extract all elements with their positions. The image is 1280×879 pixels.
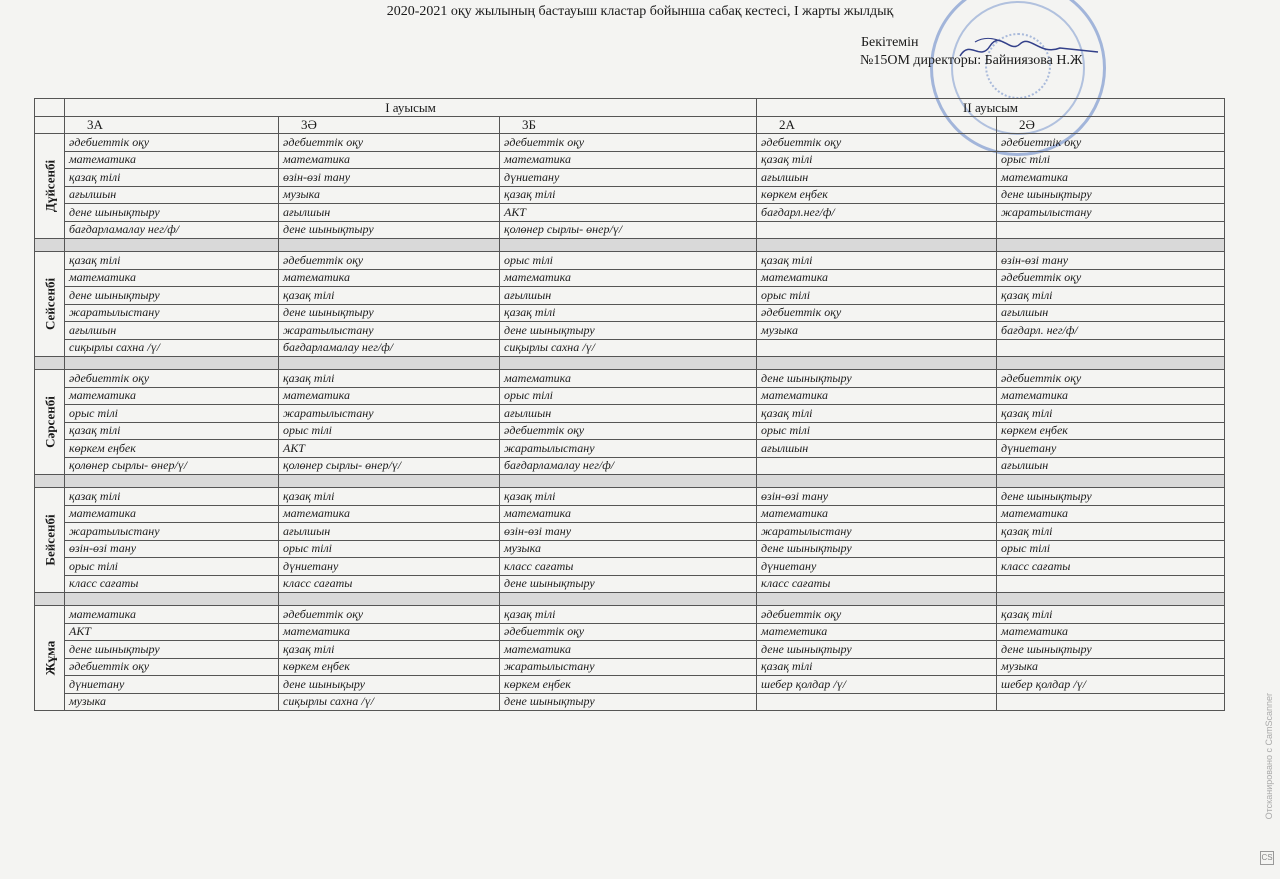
lesson-cell: дене шынықтыру <box>500 322 757 340</box>
separator-cell <box>65 239 279 252</box>
class-name: 3Б <box>500 116 757 134</box>
separator-cell <box>65 593 279 606</box>
lesson-cell: математика <box>279 387 500 405</box>
lesson-cell: орыс тілі <box>279 540 500 558</box>
separator-cell <box>757 357 997 370</box>
separator-cell <box>279 475 500 488</box>
lesson-cell: көркем еңбек <box>500 676 757 694</box>
lesson-cell: өзін-өзі тану <box>65 540 279 558</box>
separator-cell <box>35 357 65 370</box>
lesson-cell: математика <box>997 505 1225 523</box>
lesson-cell: қазақ тілі <box>279 488 500 506</box>
separator-cell <box>500 357 757 370</box>
lesson-cell: қазақ тілі <box>997 287 1225 305</box>
lesson-cell: әдебиеттік оқу <box>997 134 1225 152</box>
lesson-cell: қазақ тілі <box>757 405 997 423</box>
lesson-cell: әдебиеттік оқу <box>65 658 279 676</box>
lesson-cell: ағылшын <box>500 405 757 423</box>
lesson-cell: сиқырлы сахна /ү/ <box>65 339 279 357</box>
lesson-cell: музыка <box>500 540 757 558</box>
lesson-cell: шебер қолдар /ү/ <box>757 676 997 694</box>
separator-cell <box>997 475 1225 488</box>
day-name: Жұма <box>42 640 57 676</box>
lesson-cell: қазақ тілі <box>757 658 997 676</box>
lesson-cell: музыка <box>997 658 1225 676</box>
lesson-row <box>35 523 1225 541</box>
shift-2: ІІ ауысым <box>757 99 1225 117</box>
lesson-cell: қазақ тілі <box>997 405 1225 423</box>
class-name: 3Ә <box>279 116 500 134</box>
lesson-cell: өзін-өзі тану <box>997 252 1225 270</box>
lesson-cell: математика <box>500 505 757 523</box>
lesson-row <box>35 440 1225 458</box>
lesson-cell: дене шынықтыру <box>997 488 1225 506</box>
day-label <box>35 606 65 711</box>
lesson-cell: орыс тілі <box>997 151 1225 169</box>
lesson-row <box>35 134 1225 152</box>
lesson-cell: дүниетану <box>500 169 757 187</box>
lesson-cell: дүниетану <box>757 558 997 576</box>
lesson-cell: жаратылыстану <box>500 440 757 458</box>
lesson-cell: АКТ <box>500 204 757 222</box>
separator-cell <box>997 357 1225 370</box>
lesson-row <box>35 575 1225 593</box>
lesson-cell: дене шынықтыру <box>279 221 500 239</box>
lesson-row <box>35 169 1225 187</box>
lesson-cell: әдебиеттік оқу <box>500 623 757 641</box>
lesson-cell: математика <box>500 370 757 388</box>
lesson-cell: математика <box>500 641 757 659</box>
lesson-row <box>35 204 1225 222</box>
lesson-cell <box>757 221 997 239</box>
day-label <box>35 488 65 593</box>
lesson-cell: дене шынықтыру <box>500 575 757 593</box>
lesson-cell: көркем еңбек <box>279 658 500 676</box>
lesson-cell: әдебиеттік оқу <box>757 304 997 322</box>
lesson-cell: ағылшын <box>997 304 1225 322</box>
lesson-cell: қазақ тілі <box>500 606 757 624</box>
lesson-cell: ағылшын <box>757 169 997 187</box>
approve-label: Бекітемін <box>861 35 919 50</box>
lesson-cell: дене шынықтыру <box>757 370 997 388</box>
lesson-row <box>35 676 1225 694</box>
lesson-cell: жаратылыстану <box>279 405 500 423</box>
lesson-cell: математика <box>65 151 279 169</box>
lesson-cell: сиқырлы сахна /ү/ <box>279 693 500 711</box>
lesson-cell: бағдарламалау нег/ф/ <box>279 339 500 357</box>
lesson-cell: өзін-өзі тану <box>279 169 500 187</box>
lesson-cell: әдебиеттік оқу <box>997 269 1225 287</box>
lesson-cell <box>757 339 997 357</box>
class-name: 3А <box>65 116 279 134</box>
lesson-cell: математика <box>279 623 500 641</box>
day-name: Дүйсенбі <box>42 159 57 213</box>
lesson-cell: қазақ тілі <box>500 304 757 322</box>
lesson-cell: орыс тілі <box>65 558 279 576</box>
lesson-cell: дене шынықтыру <box>500 693 757 711</box>
lesson-cell: жаратылыстану <box>500 658 757 676</box>
lesson-cell: орыс тілі <box>65 405 279 423</box>
lesson-row <box>35 387 1225 405</box>
lesson-cell: өзін-өзі тану <box>500 523 757 541</box>
lesson-cell: класс сағаты <box>279 575 500 593</box>
lesson-cell: әдебиеттік оқу <box>279 606 500 624</box>
separator-cell <box>65 475 279 488</box>
page-title: 2020-2021 оқу жылының бастауыш кластар бойынша сабақ кестесі, І жарты жылдық <box>386 4 894 19</box>
lesson-cell: математика <box>757 505 997 523</box>
lesson-row <box>35 186 1225 204</box>
shift-header-row <box>35 99 1225 117</box>
separator-cell <box>279 239 500 252</box>
lesson-cell: ағылшын <box>997 457 1225 475</box>
lesson-cell: қазақ тілі <box>65 252 279 270</box>
lesson-cell: матеметика <box>757 623 997 641</box>
lesson-cell: жаратылыстану <box>65 304 279 322</box>
lesson-cell: бағдарл.нег/ф/ <box>757 204 997 222</box>
separator-cell <box>65 357 279 370</box>
lesson-cell: математика <box>65 505 279 523</box>
shift-1: І ауысым <box>65 99 757 117</box>
lesson-cell: қазақ тілі <box>757 151 997 169</box>
day-label <box>35 252 65 357</box>
lesson-cell: дене шынықтыру <box>65 204 279 222</box>
lesson-cell: көркем еңбек <box>65 440 279 458</box>
lesson-cell: математика <box>65 606 279 624</box>
header-corner <box>35 99 65 117</box>
lesson-row <box>35 693 1225 711</box>
lesson-row <box>35 151 1225 169</box>
lesson-cell: қазақ тілі <box>997 523 1225 541</box>
lesson-row <box>35 322 1225 340</box>
lesson-cell: қазақ тілі <box>500 186 757 204</box>
director-signature <box>950 34 1100 64</box>
lesson-cell: жаратылыстану <box>997 204 1225 222</box>
separator-cell <box>279 357 500 370</box>
lesson-cell: дене шынықтыру <box>65 641 279 659</box>
lesson-cell: әдебиеттік оқу <box>997 370 1225 388</box>
lesson-cell: көркем еңбек <box>757 186 997 204</box>
lesson-cell: әдебиеттік оқу <box>65 134 279 152</box>
lesson-cell: қазақ тілі <box>500 488 757 506</box>
lesson-cell: ағылшын <box>500 287 757 305</box>
separator-cell <box>279 593 500 606</box>
lesson-row <box>35 405 1225 423</box>
lesson-row <box>35 488 1225 506</box>
lesson-cell: қазақ тілі <box>279 287 500 305</box>
lesson-cell: дене шынықтыру <box>997 641 1225 659</box>
day-separator <box>35 239 1225 252</box>
lesson-cell: ағылшын <box>65 322 279 340</box>
lesson-cell <box>997 221 1225 239</box>
lesson-cell: дене шынықтыру <box>279 304 500 322</box>
separator-cell <box>35 593 65 606</box>
day-name: Сәрсенбі <box>42 396 57 448</box>
lesson-cell: орыс тілі <box>500 387 757 405</box>
lesson-row <box>35 641 1225 659</box>
separator-cell <box>35 475 65 488</box>
day-name: Бейсенбі <box>42 514 57 566</box>
lesson-cell: математика <box>279 505 500 523</box>
lesson-cell: класс сағаты <box>757 575 997 593</box>
lesson-cell: қазақ тілі <box>65 169 279 187</box>
lesson-cell: музыка <box>279 186 500 204</box>
lesson-row <box>35 370 1225 388</box>
lesson-cell: орыс тілі <box>757 287 997 305</box>
director-line: №15ОМ директоры: Байниязова Н.Ж <box>860 53 1083 68</box>
lesson-cell: математика <box>757 387 997 405</box>
lesson-row <box>35 287 1225 305</box>
lesson-cell: дене шынықыру <box>279 676 500 694</box>
lesson-cell: жаратылыстану <box>65 523 279 541</box>
lesson-cell: класс сағаты <box>997 558 1225 576</box>
lesson-cell: әдебиеттік оқу <box>279 134 500 152</box>
lesson-cell: математика <box>65 269 279 287</box>
lesson-cell: әдебиеттік оқу <box>500 422 757 440</box>
lesson-row <box>35 422 1225 440</box>
separator-cell <box>757 239 997 252</box>
lesson-cell: дүниетану <box>65 676 279 694</box>
lesson-cell: АКТ <box>279 440 500 458</box>
lesson-cell: өзін-өзі тану <box>757 488 997 506</box>
day-separator <box>35 357 1225 370</box>
lesson-cell: қолөнер сырлы- өнер/ү/ <box>65 457 279 475</box>
lesson-row <box>35 606 1225 624</box>
lesson-row <box>35 558 1225 576</box>
day-separator <box>35 475 1225 488</box>
lesson-cell: математика <box>757 269 997 287</box>
lesson-cell: математика <box>279 269 500 287</box>
lesson-cell: қазақ тілі <box>997 606 1225 624</box>
lesson-row <box>35 304 1225 322</box>
lesson-cell: жаратылыстану <box>757 523 997 541</box>
lesson-cell: әдебиеттік оқу <box>65 370 279 388</box>
separator-cell <box>500 475 757 488</box>
lesson-row <box>35 505 1225 523</box>
lesson-cell <box>997 575 1225 593</box>
separator-cell <box>35 239 65 252</box>
lesson-cell: әдебиеттік оқу <box>279 252 500 270</box>
lesson-cell: орыс тілі <box>279 422 500 440</box>
lesson-cell: бағдарламалау нег/ф/ <box>65 221 279 239</box>
lesson-cell: орыс тілі <box>500 252 757 270</box>
lesson-cell: математика <box>500 269 757 287</box>
lesson-cell: сиқырлы сахна /ү/ <box>500 339 757 357</box>
class-header-row <box>35 116 1225 134</box>
separator-cell <box>500 593 757 606</box>
lesson-cell: математика <box>997 169 1225 187</box>
lesson-cell <box>757 457 997 475</box>
lesson-cell: АКТ <box>65 623 279 641</box>
lesson-cell: ағылшын <box>279 523 500 541</box>
lesson-row <box>35 221 1225 239</box>
lesson-cell: ағылшын <box>279 204 500 222</box>
separator-cell <box>757 593 997 606</box>
day-label <box>35 134 65 239</box>
lesson-cell: бағдарл. нег/ф/ <box>997 322 1225 340</box>
lesson-cell: математика <box>65 387 279 405</box>
lesson-cell: әдебиеттік оқу <box>757 606 997 624</box>
lesson-cell <box>997 693 1225 711</box>
lesson-cell: математика <box>500 151 757 169</box>
lesson-cell: математика <box>997 623 1225 641</box>
lesson-row <box>35 269 1225 287</box>
lesson-cell: қолөнер сырлы- өнер/ү/ <box>500 221 757 239</box>
lesson-cell: қазақ тілі <box>279 641 500 659</box>
lesson-cell: ағылшын <box>757 440 997 458</box>
lesson-cell: дүниетану <box>997 440 1225 458</box>
lesson-cell: дене шынықтыру <box>997 186 1225 204</box>
lesson-cell: ағылшын <box>65 186 279 204</box>
lesson-row <box>35 457 1225 475</box>
header-corner-2 <box>35 116 65 134</box>
lesson-cell: математика <box>997 387 1225 405</box>
lesson-cell: музыка <box>65 693 279 711</box>
lesson-cell: қазақ тілі <box>279 370 500 388</box>
lesson-row <box>35 540 1225 558</box>
lesson-cell: дене шынықтыру <box>65 287 279 305</box>
lesson-cell: орыс тілі <box>997 540 1225 558</box>
camscanner-icon: CS <box>1260 851 1274 865</box>
lesson-row <box>35 252 1225 270</box>
lesson-cell: шебер қолдар /ү/ <box>997 676 1225 694</box>
lesson-cell: класс сағаты <box>500 558 757 576</box>
day-name: Сейсенбі <box>42 277 57 331</box>
lesson-cell: дене шынықтыру <box>757 540 997 558</box>
class-name: 2Ә <box>997 116 1225 134</box>
separator-cell <box>500 239 757 252</box>
lesson-cell: қазақ тілі <box>757 252 997 270</box>
separator-cell <box>997 239 1225 252</box>
day-label <box>35 370 65 475</box>
lesson-cell: жаратылыстану <box>279 322 500 340</box>
lesson-row <box>35 339 1225 357</box>
lesson-cell: математика <box>279 151 500 169</box>
lesson-cell: қазақ тілі <box>65 422 279 440</box>
lesson-cell: класс сағаты <box>65 575 279 593</box>
lesson-cell: дүниетану <box>279 558 500 576</box>
lesson-cell: көркем еңбек <box>997 422 1225 440</box>
lesson-cell: орыс тілі <box>757 422 997 440</box>
lesson-cell <box>757 693 997 711</box>
day-separator <box>35 593 1225 606</box>
lesson-cell <box>997 339 1225 357</box>
lesson-row <box>35 623 1225 641</box>
lesson-cell: қазақ тілі <box>65 488 279 506</box>
separator-cell <box>757 475 997 488</box>
scanner-watermark: Отсканировано с CamScanner <box>1264 692 1274 819</box>
separator-cell <box>997 593 1225 606</box>
lesson-cell: музыка <box>757 322 997 340</box>
class-name: 2А <box>757 116 997 134</box>
schedule-table <box>34 98 1225 711</box>
lesson-cell: әдебиеттік оқу <box>500 134 757 152</box>
lesson-cell: әдебиеттік оқу <box>757 134 997 152</box>
lesson-cell: қолөнер сырлы- өнер/ү/ <box>279 457 500 475</box>
lesson-row <box>35 658 1225 676</box>
lesson-cell: бағдарламалау нег/ф/ <box>500 457 757 475</box>
lesson-cell: дене шынықтыру <box>757 641 997 659</box>
